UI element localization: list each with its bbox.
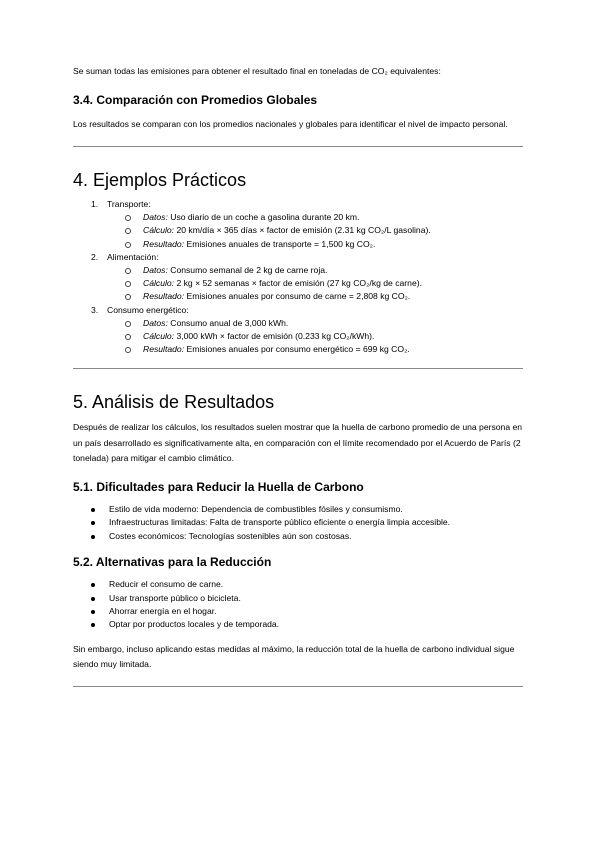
list-item: Estilo de vida moderno: Dependencia de combustibles fósiles y consumismo. (73, 503, 525, 516)
example-item (73, 304, 525, 317)
list-item: Ahorrar energía en el hogar. (73, 605, 525, 618)
sub-item (73, 317, 525, 330)
circle-bullet-icon (125, 334, 131, 340)
sub-text: 2 kg × 52 semanas × factor de emisión (27 kg CO₂/kg de carne). (176, 278, 422, 289)
sub-item (73, 277, 525, 290)
sub-key: Datos: (143, 265, 168, 276)
bullet-icon (91, 535, 95, 539)
sub-item (73, 224, 525, 237)
list-item: Optar por productos locales y de temporada. (73, 618, 525, 631)
circle-bullet-icon (125, 228, 131, 234)
example-item (73, 251, 525, 264)
circle-bullet-icon (125, 281, 131, 287)
sub-key: Resultado: (143, 238, 185, 249)
sub-key: Cálculo: (143, 331, 175, 342)
bullet-icon (91, 508, 95, 512)
sub-item (73, 290, 525, 303)
circle-bullet-icon (125, 294, 131, 300)
item-label: Alimentación: (107, 251, 159, 262)
bullet-icon (91, 597, 95, 601)
example-sublist (73, 211, 525, 251)
sub-key: Cálculo: (143, 225, 175, 236)
sub-item (73, 343, 525, 356)
sub-item (73, 211, 525, 224)
divider (73, 686, 523, 687)
bullet-icon (91, 521, 95, 525)
sub-text: Emisiones anuales por consumo energético = 699 kg CO₂. (186, 344, 410, 355)
sub-key: Datos: (143, 212, 168, 223)
item-number: 3. (91, 304, 99, 315)
sub-text: 3,000 kWh × factor de emisión (0.233 kg CO₂/kWh). (176, 331, 375, 342)
sub-item (73, 264, 525, 277)
section-5-2-title: 5.2. Alternativas para la Reducción (73, 555, 272, 570)
document-page (73, 64, 525, 687)
sub-text: Uso diario de un coche a gasolina durante 20 km. (170, 212, 360, 223)
sub-key: Cálculo: (143, 278, 175, 289)
sub-text: 20 km/día × 365 días × factor de emisión (2.31 kg CO₂/L gasolina). (176, 225, 431, 236)
sub-key: Resultado: (143, 344, 185, 355)
section-3-4-title: 3.4. Comparación con Promedios Globales (73, 92, 318, 107)
sub-item (73, 330, 525, 343)
bullet-icon (91, 623, 95, 627)
sub-item (73, 238, 525, 251)
section-4-title: 4. Ejemplos Prácticos (73, 170, 247, 190)
circle-bullet-icon (125, 321, 131, 327)
bullet-icon (91, 610, 95, 614)
circle-bullet-icon (125, 242, 131, 248)
intro-sentence: Se suman todas las emisiones para obtener el resultado final en toneladas de CO₂ equivalentes: (73, 66, 441, 76)
item-label: Consumo energético: (107, 304, 189, 315)
section-3-4-text: Los resultados se comparan con los promedios nacionales y globales para identificar el nivel de impacto personal. (73, 118, 508, 129)
list-item: Infraestructuras limitadas: Falta de transporte público eficiente o energía limpia accesible. (73, 516, 525, 529)
list-item: Usar transporte público o bicicleta. (73, 592, 525, 605)
section-5-1-title: 5.1. Dificultades para Reducir la Huella de Carbono (73, 479, 364, 494)
divider (73, 368, 523, 369)
difficulties-list (73, 503, 525, 543)
list-item: Costes económicos: Tecnologías sostenibles aún son costosas. (73, 530, 525, 543)
divider (73, 146, 523, 147)
item-number: 2. (91, 251, 99, 262)
bullet-icon (91, 583, 95, 587)
example-item (73, 198, 525, 211)
circle-bullet-icon (125, 268, 131, 274)
item-number: 1. (91, 199, 99, 209)
sub-text: Emisiones anuales de transporte = 1,500 kg CO₂. (186, 238, 376, 249)
example-sublist (73, 317, 525, 357)
alternatives-list (73, 578, 525, 632)
sub-key: Datos: (143, 317, 168, 328)
section-5-text: Después de realizar los cálculos, los resultados suelen mostrar que la huella de carbono promedio de una persona en un país desarrollado es significativamente alta, en comparación con el límite recomendado por el Acuerdo de París (2 tonelada) para mitigar el cambio climático. (73, 422, 523, 464)
list-item: Reducir el consumo de carne. (73, 578, 525, 591)
sub-text: Emisiones anuales por consumo de carne = 2,808 kg CO₂. (186, 291, 411, 302)
examples-list (73, 198, 525, 356)
sub-text: Consumo semanal de 2 kg de carne roja. (170, 265, 328, 276)
circle-bullet-icon (125, 215, 131, 221)
circle-bullet-icon (125, 347, 131, 353)
example-sublist (73, 264, 525, 304)
sub-text: Consumo anual de 3,000 kWh. (170, 317, 289, 328)
item-label: Transporte: (107, 199, 151, 209)
closing-text: Sin embargo, incluso aplicando estas medidas al máximo, la reducción total de la huella de carbono individual sigue siendo muy limitada. (73, 643, 515, 670)
section-5-title: 5. Análisis de Resultados (73, 392, 275, 413)
sub-key: Resultado: (143, 291, 185, 302)
